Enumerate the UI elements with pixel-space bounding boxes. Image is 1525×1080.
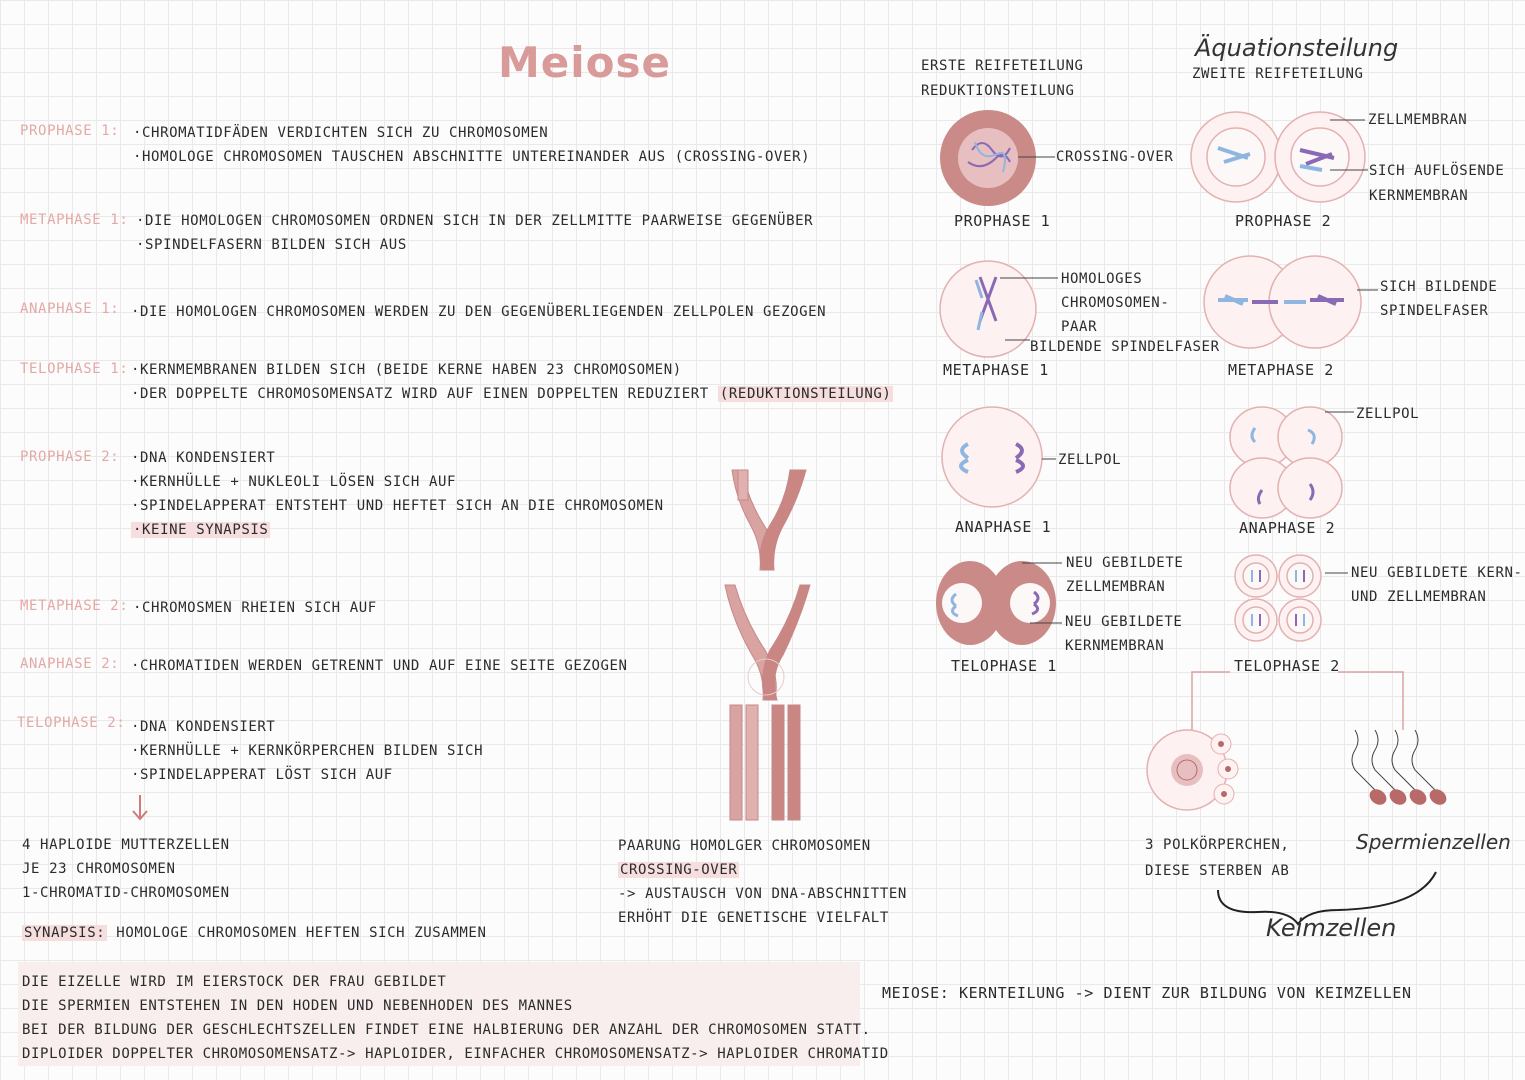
header-erste-reifeteilung: ERSTE REIFETEILUNG [921, 58, 1084, 74]
caption-prophase-1: PROPHASE 1 [954, 212, 1051, 230]
result-line: JE 23 CHROMOSOMEN [22, 861, 176, 877]
meiose-definition: MEIOSE: KERNTEILUNG -> DIENT ZUR BILDUNG VON KEIMZELLEN [882, 984, 1412, 1002]
label-zellpol-2: ZELLPOL [1356, 406, 1420, 422]
phase-line: ·DNA KONDENSIERT [131, 719, 276, 735]
label-sich-aufloesende: SICH AUFLÖSENDE [1369, 163, 1505, 179]
prophase-2-cells [1191, 112, 1365, 202]
phase-label: TELOPHASE 1: [20, 361, 129, 377]
phase-label: ANAPHASE 1: [20, 301, 120, 317]
phase-label: PROPHASE 2: [20, 449, 120, 465]
result-line: 4 HAPLOIDE MUTTERZELLEN [22, 837, 230, 853]
label-sterben-ab: DIESE STERBEN AB [1145, 863, 1290, 879]
phase-label: METAPHASE 2: [20, 598, 129, 614]
label-kernmembran-2: KERNMEMBRAN [1065, 638, 1165, 654]
synapsis-term: SYNAPSIS: [24, 925, 106, 941]
header-aequationsteilung: Äquationsteilung [1195, 34, 1399, 62]
caption-prophase-2: PROPHASE 2 [1235, 212, 1332, 230]
egg-cell-with-polar-bodies [1147, 730, 1238, 810]
label-spermienzellen: Spermienzellen [1356, 830, 1511, 854]
phase-label: PROPHASE 1: [20, 123, 120, 139]
phase-line: ·KERNMEMBRANEN BILDEN SICH (BEIDE KERNE HABEN 23 CHROMOSOMEN) [131, 362, 682, 378]
phase-line: ·DER DOPPELTE CHROMOSOMENSATZ WIRD AUF EINEN DOPPELTEN REDUZIERT [131, 386, 709, 402]
header-reduktionsteilung: REDUKTIONSTEILUNG [921, 83, 1075, 99]
metaphase-1-cell [940, 261, 1036, 357]
phase-line: ·CHROMOSMEN RHEIEN SICH AUF [133, 600, 377, 616]
sperm-cells [1352, 730, 1449, 808]
highlight-keine-synapsis: ·KEINE SYNAPSIS [133, 522, 269, 538]
anaphase-1-cell [942, 407, 1042, 507]
caption-telophase-2: TELOPHASE 2 [1234, 657, 1340, 675]
crossing-over-highlight: CROSSING-OVER [620, 862, 738, 878]
caption-metaphase-2: METAPHASE 2 [1228, 361, 1334, 379]
label-neu-kern-zell: NEU GEBILDETE KERN- [1351, 565, 1523, 581]
phase-line: ·DIE HOMOLOGEN CHROMOSOMEN WERDEN ZU DEN GEGENÜBERLIEGENDEN ZELLPOLEN GEZOGEN [131, 304, 827, 320]
phase-label: ANAPHASE 2: [20, 656, 120, 672]
label-spindelfaser: SPINDELFASER [1380, 303, 1489, 319]
metaphase-2-cells [1204, 256, 1361, 348]
caption-anaphase-1: ANAPHASE 1 [955, 518, 1052, 536]
result-line: 1-CHROMATID-CHROMOSOMEN [22, 885, 230, 901]
telophase-2-branches [1192, 672, 1403, 732]
page-title: Meiose [498, 38, 672, 87]
phase-label: METAPHASE 1: [20, 212, 129, 228]
caption-metaphase-1: METAPHASE 1 [943, 361, 1049, 379]
telophase-1-cells [936, 561, 1056, 645]
phase-label: TELOPHASE 2: [17, 715, 126, 731]
phase-line: ·CHROMATIDFÄDEN VERDICHTEN SICH ZU CHROMOSOMEN [133, 125, 549, 141]
phase-line: ·SPINDELFASERN BILDEN SICH AUS [136, 237, 407, 253]
label-keimzellen: Keimzellen [1266, 914, 1397, 942]
prophase-1-cell [940, 110, 1036, 206]
phase-line: ·SPINDELAPPERAT LÖST SICH AUF [131, 767, 393, 783]
label-bildende-spindelfaser: BILDENDE SPINDELFASER [1030, 339, 1220, 355]
info-line: BEI DER BILDUNG DER GESCHLECHTSZELLEN FINDET EINE HALBIERUNG DER ANZAHL DER CHROMOSOMEN STATT. [22, 1022, 871, 1038]
highlight-reduktion: (REDUKTIONSTEILUNG) [719, 386, 892, 402]
label-chromosomen: CHROMOSOMEN- [1061, 295, 1170, 311]
label-kernmembran: KERNMEMBRAN [1369, 188, 1469, 204]
label-crossing-over: CROSSING-OVER [1056, 149, 1174, 165]
pairing-line: -> AUSTAUSCH VON DNA-ABSCHNITTEN [618, 886, 907, 902]
pairing-line: ERHÖHT DIE GENETISCHE VIELFALT [618, 910, 889, 926]
label-zellpol-1: ZELLPOL [1058, 452, 1122, 468]
header-zweite-reifeteilung: ZWEITE REIFETEILUNG [1192, 66, 1364, 82]
synapsis-text: HOMOLOGE CHROMOSOMEN HEFTEN SICH ZUSAMMEN [107, 925, 487, 941]
anaphase-2-cells [1230, 407, 1342, 518]
label-neu-gebildete-kern: NEU GEBILDETE [1065, 614, 1183, 630]
pairing-line: PAARUNG HOMOLGER CHROMOSOMEN [618, 838, 871, 854]
phase-line: ·DNA KONDENSIERT [131, 450, 276, 466]
phase-line: ·KERNHÜLLE + NUKLEOLI LÖSEN SICH AUF [131, 474, 457, 490]
phase-line: ·KERNHÜLLE + KERNKÖRPERCHEN BILDEN SICH [131, 743, 484, 759]
label-zellmembran-2: ZELLMEMBRAN [1066, 579, 1166, 595]
caption-telophase-1: TELOPHASE 1 [951, 657, 1057, 675]
phase-line: ·DIE HOMOLOGEN CHROMOSOMEN ORDNEN SICH IN DER ZELLMITTE PAARWEISE GEGENÜBER [136, 213, 814, 229]
crossing-over-chromosomes [725, 470, 810, 820]
label-und-zellmembran: UND ZELLMEMBRAN [1351, 589, 1487, 605]
info-line: DIE SPERMIEN ENTSTEHEN IN DEN HODEN UND NEBENHODEN DES MANNES [22, 998, 573, 1014]
label-homologes: HOMOLOGES [1061, 271, 1143, 287]
label-polkoerperchen: 3 POLKÖRPERCHEN, [1145, 837, 1290, 853]
caption-anaphase-2: ANAPHASE 2 [1239, 519, 1336, 537]
label-paar: PAAR [1061, 319, 1098, 335]
label-zellmembran: ZELLMEMBRAN [1368, 112, 1468, 128]
label-sich-bildende: SICH BILDENDE [1380, 279, 1498, 295]
label-neu-gebildete-zell: NEU GEBILDETE [1066, 555, 1184, 571]
info-line: DIE EIZELLE WIRD IM EIERSTOCK DER FRAU GEBILDET [22, 974, 447, 990]
phase-line: ·HOMOLOGE CHROMOSOMEN TAUSCHEN ABSCHNITTE UNTEREINANDER AUS (CROSSING-OVER) [133, 149, 811, 165]
telophase-2-cells [1235, 555, 1321, 641]
phase-line: ·CHROMATIDEN WERDEN GETRENNT UND AUF EINE SEITE GEZOGEN [131, 658, 628, 674]
info-line: DIPLOIDER DOPPELTER CHROMOSOMENSATZ-> HAPLOIDER, EINFACHER CHROMOSOMENSATZ-> HAPLOIDER CHROMATID [22, 1046, 889, 1062]
phase-line: ·SPINDELAPPERAT ENTSTEHT UND HEFTET SICH AN DIE CHROMOSOMEN [131, 498, 664, 514]
